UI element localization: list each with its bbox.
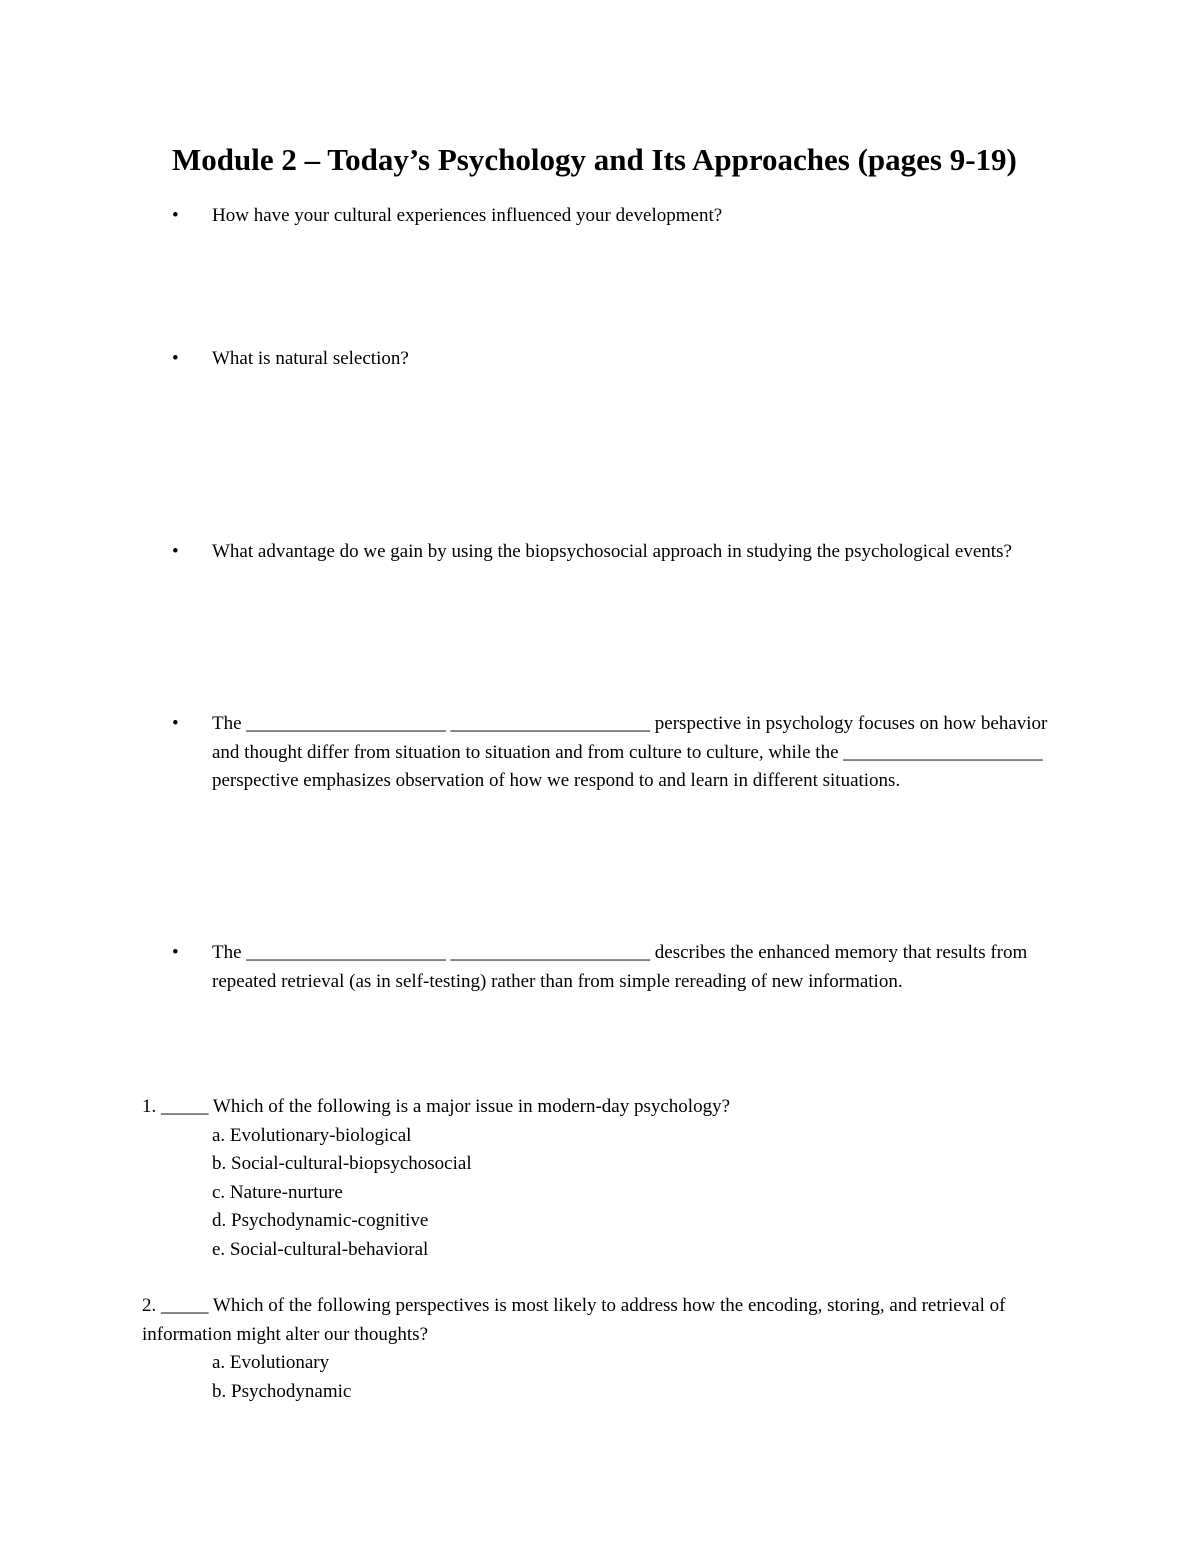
bullet-text: What advantage do we gain by using the biopsychosocial approach in studying the psychological events? [212,541,1012,562]
answer-option: e. Social-cultural-behavioral [212,1238,429,1260]
bullet-item-natural-selection [172,345,1062,374]
answer-options [142,1122,1052,1265]
bullet-item-perspective-blanks [172,710,1062,796]
bullet-item-biopsychosocial [172,538,1062,567]
bullet-marker: • [172,713,179,734]
answer-option: a. Evolutionary-biological [212,1124,412,1146]
bullet-marker: • [172,942,179,963]
bullet-marker: • [172,348,179,369]
question-stem: 2. _____ Which of the following perspectives is most likely to address how the encoding, storing, and retrieval of information might alter our thoughts? [142,1295,1006,1345]
bullet-marker: • [172,541,179,562]
question-2 [142,1292,1052,1406]
bullet-text: The _____________________ _____________________ describes the enhanced memory that results from repeated retrieval (as in self-testing) rather than from simple rereading of new information. [212,942,1028,992]
answer-options [142,1349,1052,1406]
page-title: Module 2 – Today’s Psychology and Its Approaches (pages 9-19) [172,142,1017,177]
bullet-item-cultural-experiences [172,202,1062,231]
answer-option: d. Psychodynamic-cognitive [212,1210,429,1231]
question-stem: 1. _____ Which of the following is a major issue in modern-day psychology? [142,1096,731,1117]
bullet-text: What is natural selection? [212,348,409,369]
question-1 [142,1093,1052,1264]
answer-option: a. Evolutionary [212,1352,330,1373]
answer-option: b. Psychodynamic [212,1380,352,1402]
answer-option: c. Nature-nurture [212,1181,343,1203]
bullet-text: The _____________________ _____________________ perspective in psychology focuses on how behavior and thought differ from situation to situation and from culture to culture, while the _____________________ perspective emphasizes observation of how we respond to and learn in different situations. [212,713,1048,791]
bullet-item-testing-effect [172,939,1062,996]
bullet-marker: • [172,205,179,226]
bullet-text: How have your cultural experiences influenced your development? [212,205,723,226]
answer-option: b. Social-cultural-biopsychosocial [212,1153,472,1174]
